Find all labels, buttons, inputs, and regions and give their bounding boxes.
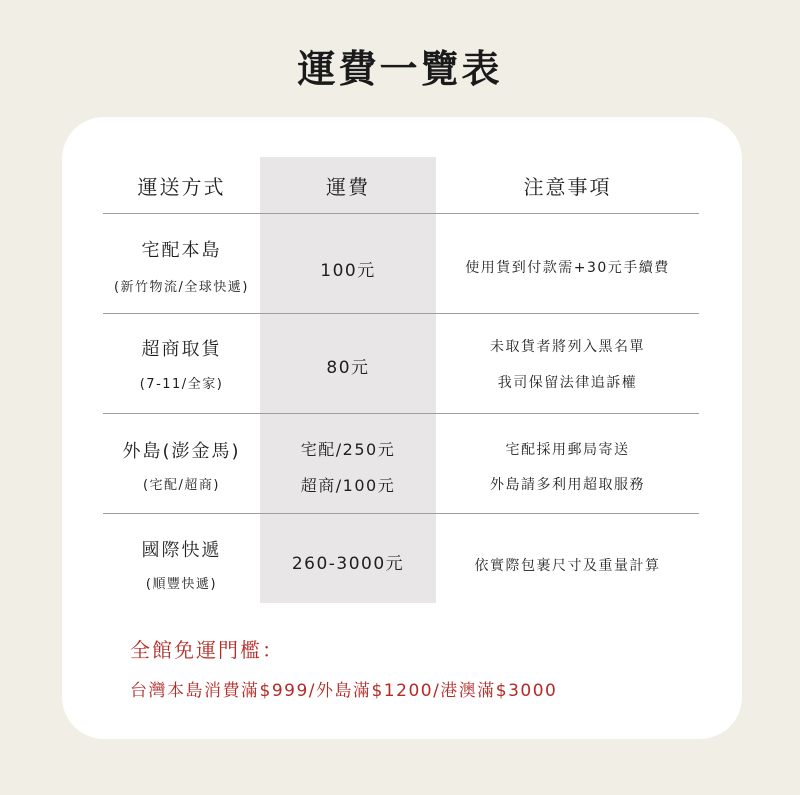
fee-value: 宅配/250元 [300, 440, 396, 459]
header-fee: 運費 [326, 175, 370, 199]
note-text: 未取貨者將列入黑名單 [490, 339, 645, 355]
fee-value: 260-3000元 [291, 554, 405, 574]
method-name: 超商取貨 [141, 339, 222, 360]
note-text: 外島請多利用超取服務 [490, 477, 645, 493]
note-text: 使用貨到付款需+30元手續費 [465, 260, 670, 276]
header-method: 運送方式 [137, 175, 226, 199]
note-text: 宅配採用郵局寄送 [505, 442, 630, 458]
row-divider [103, 213, 699, 214]
header-notes: 注意事項 [523, 175, 612, 199]
method-carrier: (新竹物流/全球快遞) [113, 280, 250, 295]
fee-column-background [260, 157, 436, 603]
note-text: 依實際包裹尺寸及重量計算 [474, 558, 661, 574]
free-shipping-details: 台灣本島消費滿$999/外島滿$1200/港澳滿$3000 [130, 681, 558, 701]
row-divider [103, 313, 699, 314]
method-carrier: (7-11/全家) [139, 377, 224, 392]
method-carrier: (順豐快遞) [145, 577, 218, 592]
method-carrier: (宅配/超商) [142, 478, 221, 493]
fee-value: 100元 [320, 261, 376, 281]
note-text: 我司保留法律追訴權 [497, 375, 638, 391]
fee-value: 80元 [326, 358, 370, 378]
method-name: 國際快遞 [141, 540, 222, 561]
method-name: 宅配本島 [141, 240, 222, 261]
page-title: 運費一覽表 [297, 47, 503, 91]
row-divider [103, 513, 699, 514]
fee-value: 超商/100元 [300, 476, 396, 495]
row-divider [103, 413, 699, 414]
method-name: 外島(澎金馬) [122, 441, 241, 462]
free-shipping-label: 全館免運門檻： [130, 638, 284, 662]
